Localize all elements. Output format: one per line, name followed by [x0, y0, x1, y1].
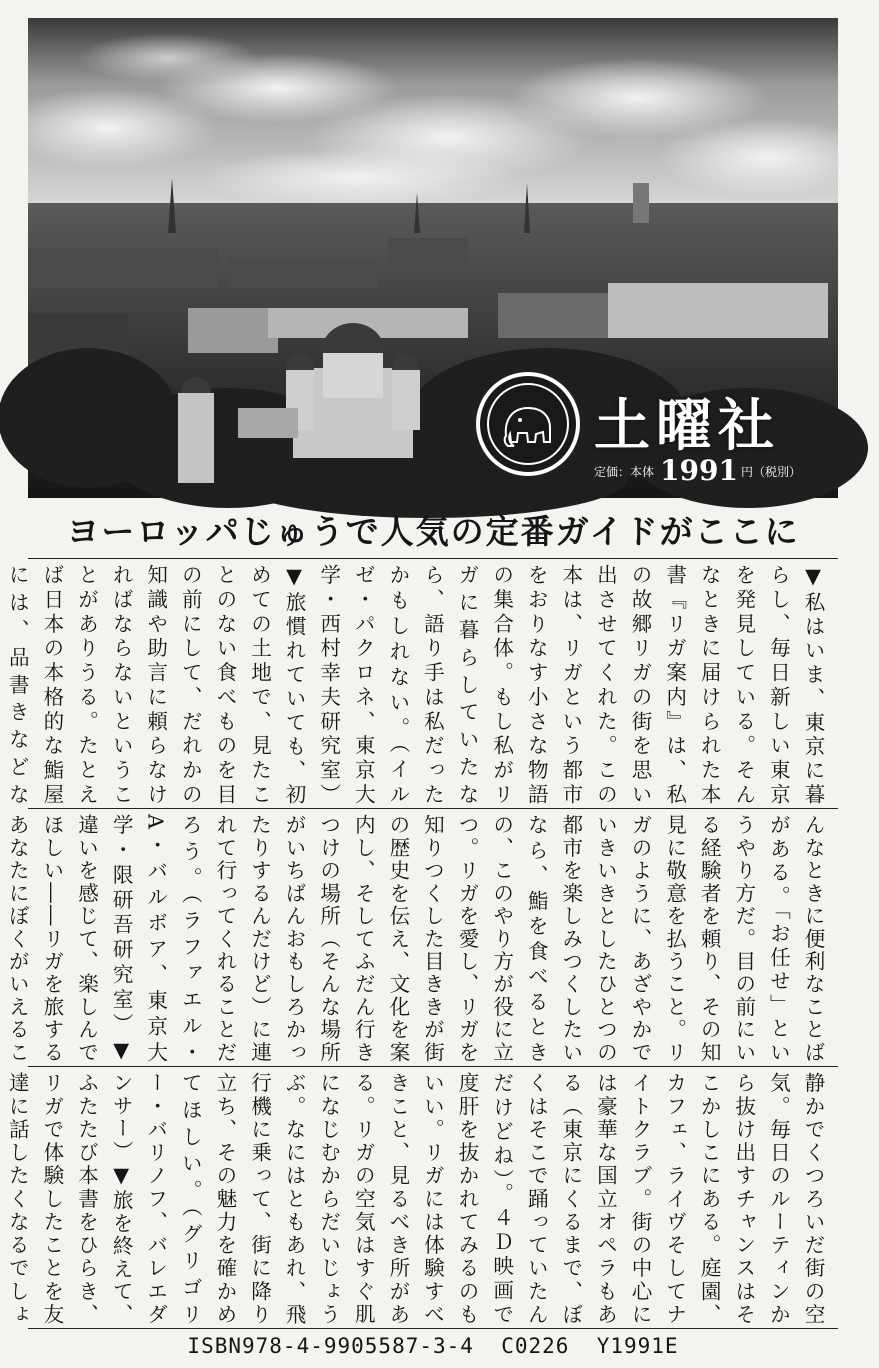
divider-rule: [28, 1328, 838, 1329]
cover-photo: [28, 18, 838, 498]
publisher-name: 土曜社: [594, 393, 780, 459]
price-value: 1991: [660, 454, 738, 487]
price-label: 定価：本体: [594, 465, 655, 479]
text-block-content: 静かでくつろいだ街の空気。毎日のルーティンから抜け出すチャンスはそこかしこにある。庭園、カフェ、ライヴそしてナイトクラブ。街の中心には豪華な国立オペラもある（東京にくるまで、ぼくはそこで踊っていたんだけどね）。４Ｄ映画で度肝を抜かれてみるのもいい。リガには体験すべきこと、見るべき所がある。リガの空気はすぐ肌になじむからだいじょうぶ。なにはともあれ、飛行機に乗って、街に降り立ち、その魅力を確かめてほしい。（グリゴリー・バリノフ、バレエダンサー）▼旅を終えて、ふたたび本書をひらき、リガで体験したことを友達に話したくなるでしょ: [5, 1072, 825, 1326]
headline: ヨーロッパじゅうで人気の定番ガイドがここに: [66, 511, 800, 551]
publisher-badge: [476, 368, 846, 498]
price-tax: （税別）: [752, 465, 801, 479]
divider-rule: [28, 808, 838, 809]
text-block-content: ▼私はいま、東京に暮らし、毎日新しい東京を発見している。そんなときに届けられた本書『リガ案内』は、私の故郷リガの街を思い出させてくれた。この本は、リガという都市をおりなす小さな物語の集合体。もし私がリガに暮らしていたなら、語り手は私だったかもしれない。（イルゼ・パクロネ、東京大学・西村幸夫研究室）▼旅慣れていても、初めての土地で、見たことのない食べものを目の前にして、だれかの知識や助言に頼らなければならないということがありうる。たとえば日本の本格的な鮨屋には、品書きなどな: [5, 564, 825, 806]
text-block-3: [5, 1068, 838, 1326]
isbn-line: ISBN978-4-9905587-3-4 C0226 Y1991E: [187, 1334, 679, 1358]
divider-rule: [28, 1066, 838, 1067]
divider-rule: [28, 558, 838, 559]
text-block-2: [5, 810, 838, 1064]
text-block-content: んなときに便利なことばがある。「お任せ」というやり方だ。目の前にいる経験者を頼り、その知見に敬意を払うこと。リガのように、あざやかでいきいきとしたひとつの都市を楽しみつくしたいなら、鮨を食べるときの、このやり方が役に立つ。リガを愛し、リガを知りつくした目ききが街の歴史を伝え、文化を案内し、そしてふだん行きつけの場所（そんな場所がいちばんおもしろかったりするんだけど）に連れて行ってくれることだろう。（ラファエル・A・バルボア、東京大学・限研吾研究室）▼違いを感じて、楽しんでほしい――リガを旅するあなたにぼくがいえるこ: [5, 814, 825, 1064]
text-block-1: [5, 560, 838, 806]
price-unit: 円: [740, 465, 753, 479]
elephant-logo: [476, 372, 580, 476]
price: [594, 454, 801, 487]
